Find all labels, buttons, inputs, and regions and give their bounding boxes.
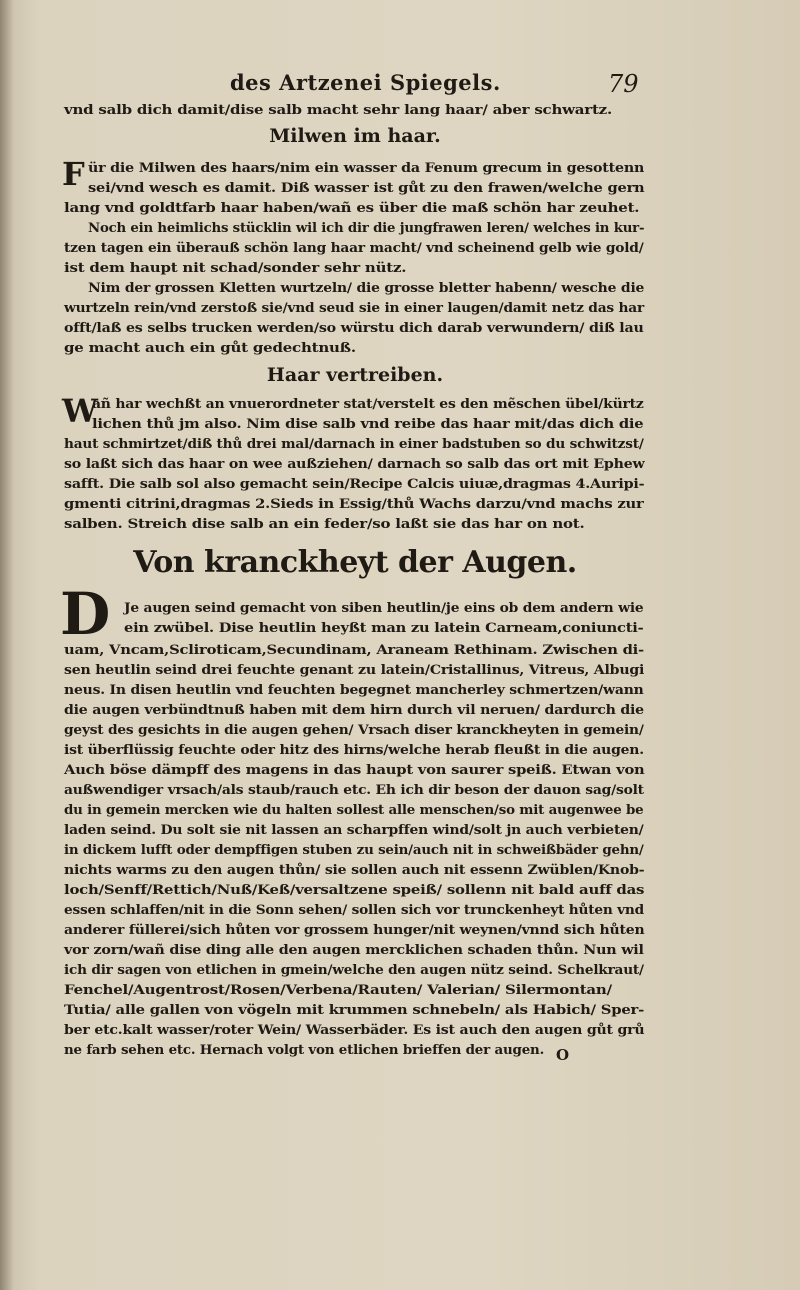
text-line: ein zwübel. Dise heutlin heyßt man zu latein Carneam,coniuncti- <box>124 620 644 636</box>
text-line: ne farb sehen etc. Hernach volgt von etlichen brieffen der augen. <box>64 1042 545 1058</box>
text-line: gmenti citrini,dragmas 2.Sieds in Essig/thů Wachs darzu/vnd machs zur <box>64 496 644 512</box>
page-gutter <box>0 0 14 1290</box>
text-line: Tutia/ alle gallen von vögeln mit krummen schnebeln/ als Habich/ Sper- <box>64 1002 645 1018</box>
text-line: außwendiger vrsach/als staub/rauch etc. Eh ich dir beson der dauon sag/solt <box>64 782 644 798</box>
text-line: uam, Vncam,Scliroticam,Secundinam, Araneam Rethinam. Zwischen di- <box>64 642 644 658</box>
text-line: sen heutlin seind drei feuchte genant zu latein/Cristallinus, Vitreus, Albugi <box>64 662 645 678</box>
section-heading-milwen: Milwen im haar. <box>269 125 441 147</box>
text-line: loch/Senff/Rettich/Nuß/Keß/versaltzene speiß/ sollenn nit bald auff das <box>64 882 645 898</box>
text-line: geyst des gesichts in die augen gehen/ Vrsach diser kranckheyten in gemein/ <box>64 722 644 738</box>
text-line: so laßt sich das haar on wee außziehen/ darnach so salb das ort mit Ephew <box>64 456 645 472</box>
initial-letter: F <box>62 155 85 193</box>
text-line: ür die Milwen des haars/nim ein wasser da Fenum grecum in gesottenn <box>88 160 645 176</box>
text-line: tzen tagen ein überauß schön lang haar macht/ vnd scheinend gelb wie gold/ <box>64 240 644 256</box>
text-line: Fenchel/Augentrost/Rosen/Verbena/Rauten/ Valerian/ Silermontan/ <box>64 982 612 998</box>
text-line: wurtzeln rein/vnd zerstoß sie/vnd seud sie in einer laugen/damit netz das har <box>64 300 645 316</box>
text-line: safft. Die salb sol also gemacht sein/Recipe Calcis uiuæ,dragmas 4.Auripi- <box>64 476 645 492</box>
text-line: ist überflüssig feuchte oder hitz des hirns/welche herab fleußt in die augen. <box>64 742 644 758</box>
section-heading-haar: Haar vertreiben. <box>266 364 444 386</box>
text-line: ich dir sagen von etlichen in gmein/welche den augen nütz seind. Schelkraut/ <box>64 962 644 978</box>
text-line: sei/vnd wesch es damit. Diß wasser ist gůt zu den frawen/welche gern <box>88 180 645 196</box>
text-line: ber etc.kalt wasser/roter Wein/ Wasserbäder. Es ist auch den augen gůt grů <box>64 1022 645 1038</box>
text-line: neus. In disen heutlin vnd feuchten begegnet mancherley schmertzen/wann <box>64 682 644 698</box>
initial-letter: W <box>62 392 98 430</box>
chapter-heading-augen: Von kranckheyt der Augen. <box>133 545 577 580</box>
text-line: laden seind. Du solt sie nit lassen an scharpffen wind/solt jn auch verbieten/ <box>64 822 644 838</box>
text-line: Auch böse dämpff des magens in das haupt von saurer speiß. Etwan von <box>64 762 645 778</box>
page-number: 79 <box>608 70 639 98</box>
text-line: essen schlaffen/nit in die Sonn sehen/ sollen sich vor trunckenheyt hůten vnd <box>64 902 644 918</box>
text-line: vor zorn/wañ dise ding alle den augen mercklichen schaden thůn. Nun wil <box>64 942 644 958</box>
decorated-initial: D <box>60 580 111 648</box>
running-head: des Artzenei Spiegels. <box>230 70 501 95</box>
text-line: offt/laß es selbs trucken werden/so würstu dich darab verwundern/ diß lau <box>64 320 644 336</box>
text-line: vnd salb dich damit/dise salb macht sehr lang haar/ aber schwartz. <box>64 102 612 118</box>
text-line: ge macht auch ein gůt gedechtnuß. <box>64 340 356 356</box>
text-line: haut schmirtzet/diß thů drei mal/darnach in einer badstuben so du schwitzst/ <box>64 436 644 452</box>
text-line: ist dem haupt nit schad/sonder sehr nütz. <box>64 260 407 276</box>
text-line: nichts warms zu den augen thůn/ sie sollen auch nit essenn Zwüblen/Knob- <box>64 862 645 878</box>
text-line: die augen verbündtnuß haben mit dem hirn durch vil neruen/ dardurch die <box>64 702 644 718</box>
text-line: in dickem lufft oder dempffigen stuben zu sein/auch nit in schweißbäder gehn/ <box>64 842 644 858</box>
text-line: Je augen seind gemacht von siben heutlin/je eins ob dem andern wie <box>124 600 644 616</box>
text-line: lichen thů jm also. Nim dise salb vnd reibe das haar mit/das dich die <box>92 416 644 432</box>
text-line: salben. Streich dise salb an ein feder/so laßt sie das har on not. <box>64 516 585 532</box>
text-line: lang vnd goldtfarb haar haben/wañ es über die maß schön har zeuhet. <box>64 200 640 216</box>
text-line: anderer füllerei/sich hůten vor grossem hunger/nit weynen/vnnd sich hůten <box>64 922 645 938</box>
catchword: O <box>556 1046 570 1064</box>
text-line: Nim der grossen Kletten wurtzeln/ die grosse bletter habenn/ wesche die <box>88 280 645 296</box>
text-line: Noch ein heimlichs stücklin wil ich dir die jungfrawen leren/ welches in kur- <box>88 220 645 236</box>
text-line: añ har wechßt an vnuerordneter stat/verstelt es den mẽschen übel/kürtz <box>92 396 644 412</box>
text-line: du in gemein mercken wie du halten sollest alle menschen/so mit augenwee be <box>64 802 644 818</box>
